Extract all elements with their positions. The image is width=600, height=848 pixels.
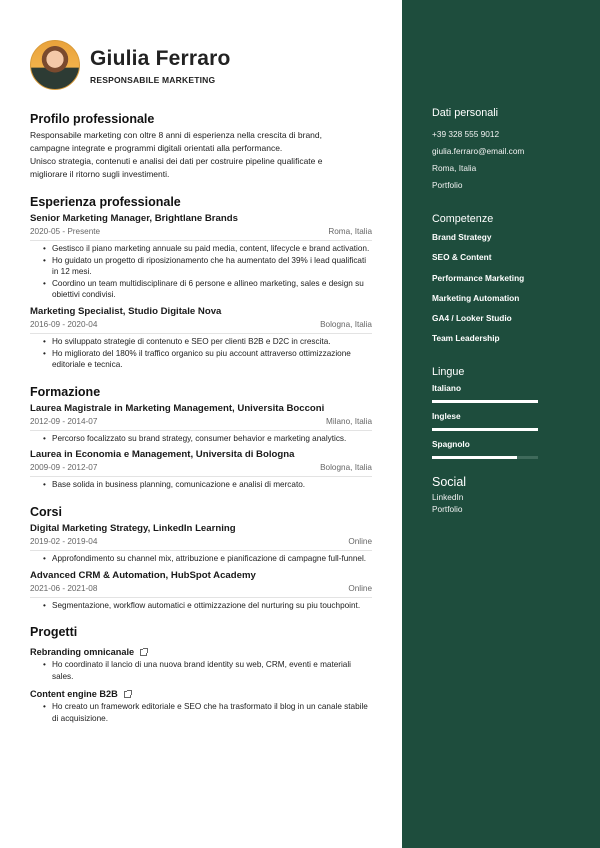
language-item: [432, 410, 586, 431]
resume-header: [30, 40, 231, 90]
section-title: Esperienza professionale: [30, 195, 181, 209]
language-level-fill: [432, 400, 538, 403]
project-title-text: Rebranding omnicanale: [30, 647, 135, 658]
project-entry: [30, 688, 372, 724]
entry-meta: [30, 416, 372, 431]
portfolio-link[interactable]: Portfolio: [432, 503, 463, 514]
section-title: Corsi: [30, 504, 62, 519]
language-level-bar: [432, 428, 538, 431]
language-level-fill: [432, 456, 517, 459]
skill-item: Performance Marketing: [432, 272, 525, 283]
sidebar-section-title: Competenze: [432, 213, 494, 225]
entry-meta: [30, 226, 372, 241]
entry-location: Bologna, Italia: [320, 463, 372, 473]
courses-section: [30, 504, 372, 611]
entry-dates: 2021-06 - 2021-08: [30, 583, 98, 593]
avatar: [30, 40, 80, 90]
bullet-item: • Percorso focalizzato su brand strategy, consumer behavior e marketing analytics.: [52, 433, 372, 445]
candidate-name: Giulia Ferraro: [90, 46, 231, 70]
skill-item: SEO & Content: [432, 252, 492, 263]
entry-bullets: [30, 553, 372, 565]
portfolio-link[interactable]: Portfolio: [432, 180, 463, 190]
entry-dates: 2020-05 - Presente: [30, 227, 101, 236]
email-address[interactable]: giulia.ferraro@email.com: [432, 146, 525, 156]
entry-title: Senior Marketing Manager, Brightlane Brands: [30, 213, 238, 224]
section-title: Profilo professionale: [30, 112, 155, 126]
course-entry: [30, 522, 372, 565]
external-link-icon[interactable]: [124, 691, 131, 698]
profile-section: [30, 111, 372, 181]
main-content: [30, 111, 372, 738]
entry-location: Online: [348, 536, 372, 546]
entry-title: Laurea in Economia e Management, Universita di Bologna: [30, 449, 295, 461]
personal-section: [432, 106, 586, 194]
language-level-fill: [432, 428, 538, 431]
project-title: [30, 646, 372, 659]
linkedin-link[interactable]: LinkedIn: [432, 491, 464, 502]
entry-location: Roma, Italia: [328, 227, 372, 236]
section-title: Formazione: [30, 384, 101, 399]
skills-section: [432, 212, 586, 349]
entry-dates: 2019-02 - 2019-04: [30, 536, 98, 546]
profile-line: Responsabile marketing con oltre 8 anni di esperienza nella crescita di brand,: [30, 130, 323, 140]
project-title: [30, 688, 372, 701]
bullet-item: • Approfondimento su channel mix, attribuzione e pianificazione di campagne full-funnel.: [52, 553, 372, 565]
skill-item: Marketing Automation: [432, 292, 520, 303]
education-entry: [30, 448, 372, 491]
bullet-item: • Coordino un team multidisciplinare di 6 persone e allineo marketing, sales e design su obiettivi condivisi.: [52, 278, 372, 301]
sidebar-section-title: Social: [432, 474, 467, 489]
entry-title: Laurea Magistrale in Marketing Management, Universita Bocconi: [30, 402, 325, 414]
entry-bullets: [30, 433, 372, 445]
entry-title: Digital Marketing Strategy, LinkedIn Learning: [30, 522, 236, 534]
bullet-item: • Ho coordinato il lancio di una nuova brand identity su web, CRM, eventi e materiali sales.: [52, 659, 372, 682]
social-section: [432, 475, 586, 515]
skill-item: Team Leadership: [432, 333, 500, 344]
entry-meta: [30, 462, 372, 477]
bullet-item: • Ho migliorato del 180% il traffico organico su piu account attraverso ottimizzazione editoriale e tecnica.: [52, 348, 372, 371]
candidate-role: RESPONSABILE MARKETING: [90, 74, 216, 85]
project-entry: [30, 646, 372, 682]
section-title: Progetti: [30, 625, 78, 640]
experience-entry: [30, 212, 372, 301]
entry-dates: 2009-09 - 2012-07: [30, 463, 98, 473]
language-item: [432, 382, 586, 403]
experience-section: [30, 194, 372, 371]
entry-location: Online: [348, 583, 372, 593]
education-entry: [30, 402, 372, 445]
entry-bullets: [30, 659, 372, 682]
profile-line: Unisco strategia, contenuti e analisi dei dati per costruire pipeline qualificate e: [30, 156, 323, 166]
bullet-item: • Ho creato un framework editoriale e SEO che ha trasformato il blog in un canale stabile di acquisizione.: [52, 701, 372, 724]
entry-meta: [30, 536, 372, 551]
profile-line: migliorare il ritorno sugli investimenti.: [30, 169, 170, 179]
entry-title: Advanced CRM & Automation, HubSpot Academy: [30, 569, 256, 581]
entry-bullets: [30, 243, 372, 301]
language-level-bar: [432, 400, 538, 403]
bullet-item: • Gestisco il piano marketing annuale su paid media, content, lifecycle e brand activation.: [52, 243, 372, 255]
bullet-item: • Base solida in business planning, comunicazione e analisi di mercato.: [52, 479, 372, 491]
languages-section: [432, 365, 586, 459]
language-name: Inglese: [432, 410, 461, 421]
entry-bullets: [30, 336, 372, 371]
language-name: Spagnolo: [432, 438, 470, 449]
sidebar: [402, 0, 600, 848]
entry-location: Milano, Italia: [326, 416, 372, 426]
entry-dates: 2012-09 - 2014-07: [30, 416, 98, 426]
education-section: [30, 384, 372, 491]
projects-section: [30, 624, 372, 724]
entry-title: Marketing Specialist, Studio Digitale Nova: [30, 305, 222, 317]
entry-dates: 2016-09 - 2020-04: [30, 319, 98, 329]
entry-bullets: [30, 600, 372, 612]
experience-entry: [30, 305, 372, 371]
entry-bullets: [30, 479, 372, 491]
name-block: [90, 46, 231, 85]
entry-bullets: [30, 701, 372, 724]
bullet-item: • Segmentazione, workflow automatici e ottimizzazione del nurturing su piu touchpoint.: [52, 600, 372, 612]
entry-meta: [30, 583, 372, 598]
city: Roma, Italia: [432, 163, 477, 173]
external-link-icon[interactable]: [140, 649, 147, 656]
language-item: [432, 438, 586, 459]
entry-location: Bologna, Italia: [320, 319, 372, 329]
bullet-item: • Ho sviluppato strategie di contenuto e SEO per clienti B2B e D2C in crescita.: [52, 336, 372, 348]
skill-item: Brand Strategy: [432, 232, 492, 242]
entry-meta: [30, 319, 372, 334]
project-title-text: Content engine B2B: [30, 689, 118, 700]
course-entry: [30, 569, 372, 612]
skill-item: GA4 / Looker Studio: [432, 313, 512, 324]
language-name: Italiano: [432, 382, 462, 393]
profile-line: campagne integrate e programmi digitali orientati alla performance.: [30, 143, 283, 153]
phone-number[interactable]: +39 328 555 9012: [432, 129, 500, 139]
sidebar-section-title: Dati personali: [432, 107, 499, 119]
bullet-item: • Ho guidato un progetto di riposizionamento che ha aumentato del 39% i lead qualificati in 12 mesi.: [52, 255, 372, 278]
language-level-bar: [432, 456, 538, 459]
sidebar-section-title: Lingue: [432, 365, 465, 378]
